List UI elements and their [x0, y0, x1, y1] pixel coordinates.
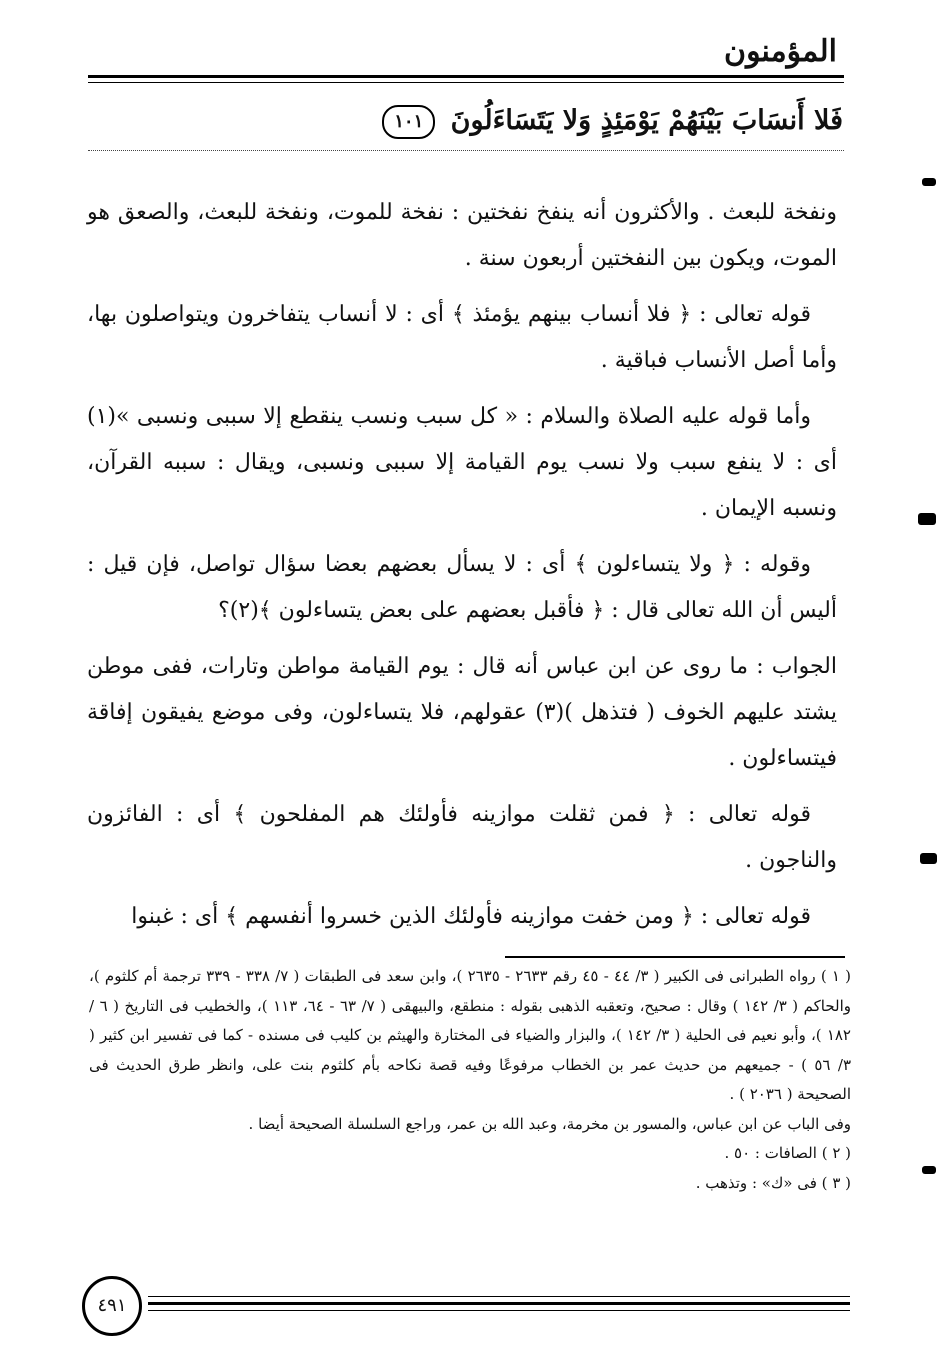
verse-text: فَلا أَنسَابَ بَيْنَهُمْ يَوْمَئِذٍ وَلا يَتَسَاءَلُونَ: [450, 105, 843, 136]
commentary-body: [87, 190, 837, 950]
footnote-separator: [505, 956, 845, 958]
footer-rule-thick: [148, 1302, 850, 1305]
surah-title: المؤمنون: [724, 34, 837, 69]
footer-rule-thin: [148, 1296, 850, 1297]
paragraph: وأما قوله عليه الصلاة والسلام : « كل سبب ونسب ينقطع إلا سببى ونسبى »(١) أى : لا ينفع سبب ولا نسب يوم القيامة إلا سببى ونسبى، ويقال : سببه القرآن، ونسبه الإيمان .: [87, 404, 837, 521]
margin-mark: [918, 513, 936, 525]
footnote: ( ٣ ) فى «ك» : وتذهب .: [695, 1173, 851, 1192]
page-number: ٤٩١: [82, 1276, 142, 1336]
paragraph: الجواب : ما روى عن ابن عباس أنه قال : يوم القيامة مواطن وتارات، ففى موطن يشتد عليهم الخوف ( فتذهل )(٣) عقولهم، فلا يتساءلون، وفى موضع يفيقون إفاقة فيتساءلون .: [87, 654, 837, 771]
header-rule-thin: [88, 82, 844, 83]
verse-dotted-rule: [88, 150, 844, 151]
paragraph: ونفخة للبعث . والأكثرون أنه ينفخ نفختين : نفخة للموت، ونفخة للبعث، والصعق هو الموت، ويكون بين النفختين أربعون سنة .: [87, 200, 837, 271]
paragraph: وقوله : ﴿ ولا يتساءلون ﴾ أى : لا يسأل بعضهم بعضا سؤال تواصل، فإن قيل : أليس أن الله تعالى قال : ﴿ فأقبل بعضهم على بعض يتساءلون ﴾(٢)؟: [87, 552, 837, 623]
paragraph: قوله تعالى : ﴿ ومن خفت موازينه فأولئك الذين خسروا أنفسهم ﴾ أى : غبنوا: [131, 904, 811, 929]
margin-mark: [922, 178, 936, 186]
footnote: وفى الباب عن ابن عباس، والمسور بن مخرمة، وعبد الله بن عمر، وراجع السلسلة الصحيحة أيضا .: [248, 1114, 851, 1133]
footnote: ( ٢ ) الصافات : ٥٠ .: [724, 1144, 851, 1162]
footnote: ( ١ ) رواه الطبرانى فى الكبير ( ٣/ ٤٤ - ٤٥ رقم ٢٦٣٣ - ٢٦٣٥ )، وابن سعد فى الطبقات ( ٧/ ٣٣٨ - ٣٣٩ ترجمة أم كلثوم )، والحاكم ( ٣/ ١٤٢ ) وقال : صحيح، وتعقبه الذهبى بقوله : منطقع، والبيهقى ( ٧/ ٦٣ - ٦٤، ١١٣ )، والخطيب فى التاريخ ( ٦ / ١٨٢ )، وأبو نعيم فى الحلية ( ٣/ ١٤٢ )، والبزار والضياء فى المختارة والهيثم بن كليب فى مسنده - كما فى تفسير ابن كثير ( ٣/ ٥٦ ) - جميعهم من حديث عمر بن الخطاب مرفوعًا وفيه قصة نكاحه بأم كلثوم بنت على، وانظر طرق الحديث فى الصحيحة ( ٢٠٣٦ ) .: [89, 967, 852, 1103]
footer-rule-thin: [148, 1310, 850, 1311]
paragraph: قوله تعالى : ﴿ فمن ثقلت موازينه فأولئك هم المفلحون ﴾ أى : الفائزون والناجون .: [87, 802, 837, 873]
quran-verse-heading: [83, 96, 843, 146]
header-rule-thick: [88, 75, 844, 78]
margin-mark: [922, 1166, 936, 1174]
paragraph: قوله تعالى : ﴿ فلا أنساب بينهم يؤمئذ ﴾ أى : لا أنساب يتفاخرون ويتواصلون بها، وأما أصل الأنساب فباقية .: [87, 302, 837, 373]
margin-mark: [920, 853, 937, 864]
footnotes: [89, 962, 851, 1198]
verse-number-marker: ١٠١: [382, 105, 435, 139]
